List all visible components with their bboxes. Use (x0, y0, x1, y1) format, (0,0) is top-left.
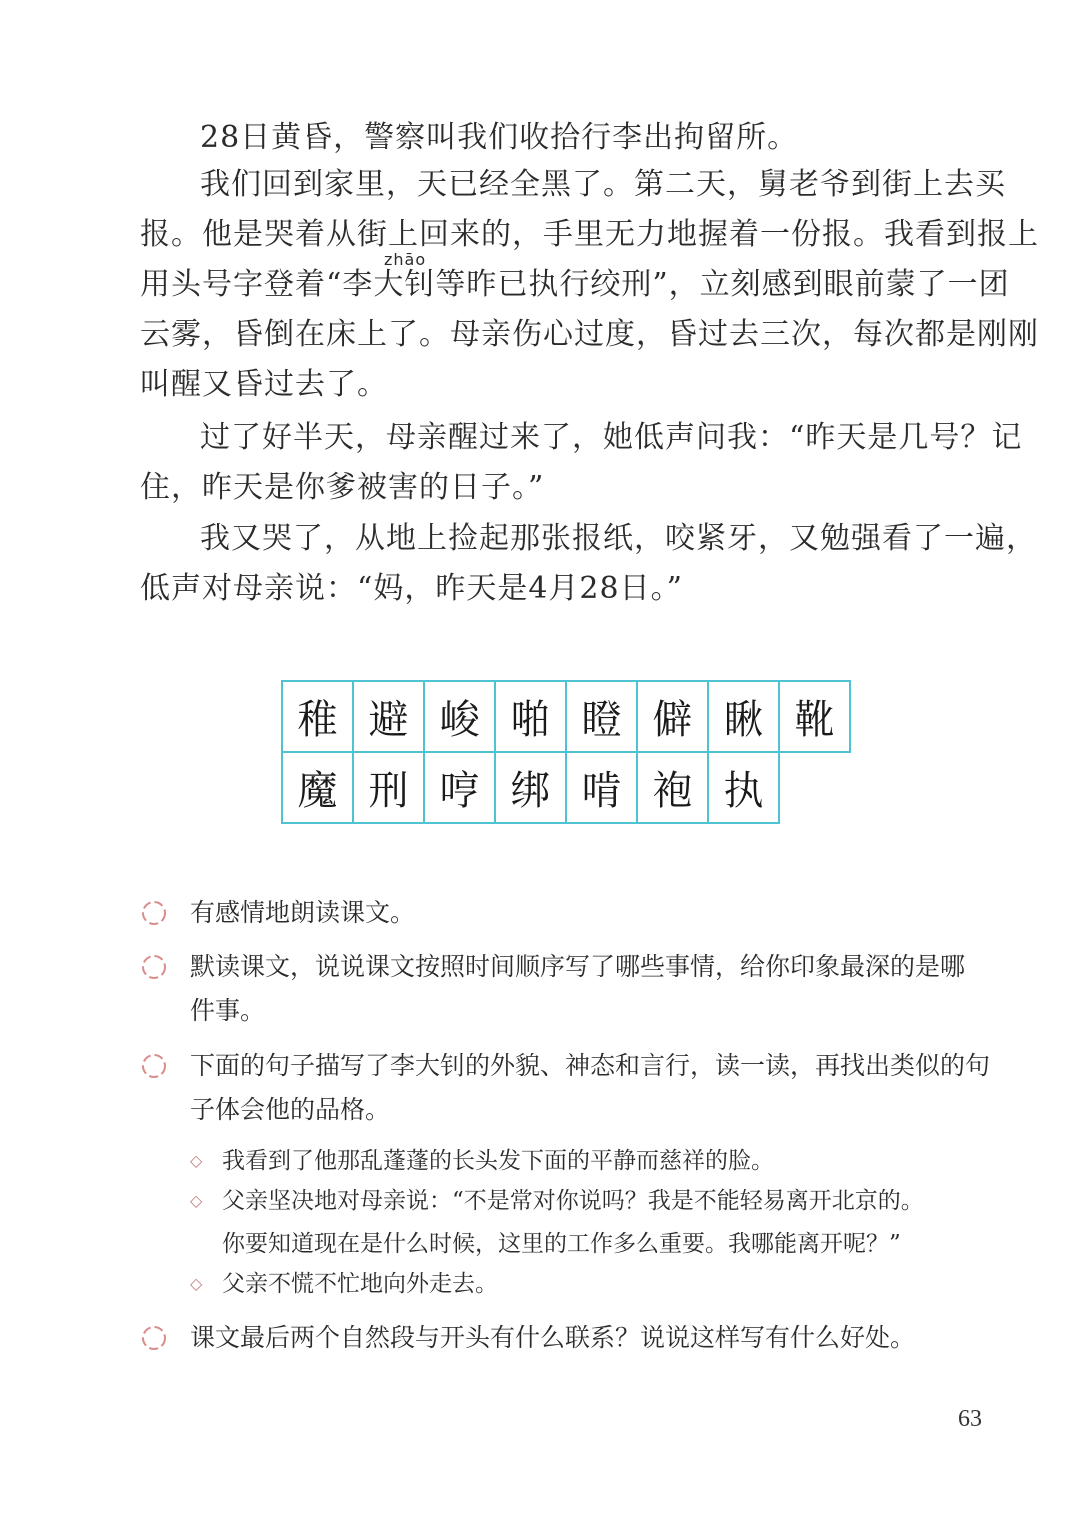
exercise-3 (190, 1044, 1000, 1132)
text-line: 叫醒又昏过去了。 (140, 367, 388, 402)
character-cell: 魔 (282, 752, 353, 823)
exercise-line: 课文最后两个自然段与开头有什么联系？说说这样写有什么好处。 (190, 1323, 916, 1352)
paragraph-3 (140, 413, 1023, 513)
dashed-circle-icon (140, 1324, 168, 1352)
dashed-circle-icon (140, 953, 168, 981)
exercise-line: 件事。 (190, 996, 266, 1025)
character-cell: 绑 (495, 752, 566, 823)
paragraph-1 (140, 113, 990, 163)
character-cell: 哼 (424, 752, 495, 823)
character-cell: 峻 (424, 681, 495, 752)
example-sentence-3 (190, 1264, 498, 1304)
pinyin-annotation: zhāo (384, 250, 427, 269)
text-line: 报。他是哭着从街上回来的，手里无力地握着一份报。我看到报上 (140, 217, 1039, 252)
exercise-line: 默读课文，说说课文按照时间顺序写了哪些事情，给你印象最深的是哪 (190, 952, 966, 981)
example-text: 我看到了他那乱蓬蓬的长头发下面的平静而慈祥的脸。 (222, 1148, 774, 1174)
example-sentence-2 (190, 1181, 924, 1221)
example-sentence-2-continued: 你要知道现在是什么时候，这里的工作多么重要。我哪能离开呢？” (222, 1231, 901, 1257)
example-text: 父亲不慌不忙地向外走去。 (222, 1271, 498, 1297)
grid-row-1 (282, 681, 850, 752)
character-cell: 瞪 (566, 681, 637, 752)
grid-row-2 (282, 752, 850, 823)
example-sentence-1 (190, 1141, 774, 1181)
text-line: 云雾，昏倒在床上了。母亲伤心过度，昏过去三次，每次都是刚刚 (140, 317, 1039, 352)
diamond-icon: ◇ (190, 1151, 203, 1170)
exercise-2 (190, 945, 1000, 1033)
exercise-4 (190, 1316, 1000, 1360)
character-cell: 啪 (495, 681, 566, 752)
text-line: 低声对母亲说：“妈，昨天是4月28日。” (140, 571, 683, 606)
text-line: 用头号字登着“李大钊等昨已执行绞刑”，立刻感到眼前蒙了一团 (140, 267, 1010, 302)
exercise-line: 有感情地朗读课文。 (190, 898, 416, 927)
text-line: 28日黄昏，警察叫我们收拾行李出拘留所。 (200, 120, 799, 155)
character-cell: 袍 (637, 752, 708, 823)
diamond-icon: ◇ (190, 1274, 203, 1293)
character-cell: 刑 (353, 752, 424, 823)
text-line: 我又哭了，从地上捡起那张报纸，咬紧牙，又勉强看了一遍， (200, 521, 1037, 556)
new-characters-grid (281, 680, 851, 824)
example-text: 父亲坚决地对母亲说：“不是常对你说吗？我是不能轻易离开北京的。 (222, 1188, 924, 1214)
character-cell: 僻 (637, 681, 708, 752)
exercise-line: 下面的句子描写了李大钊的外貌、神态和言行，读一读，再找出类似的句 (190, 1051, 991, 1080)
paragraph-2 (140, 160, 1039, 410)
character-cell: 啃 (566, 752, 637, 823)
empty-cell (779, 752, 850, 823)
character-cell: 执 (708, 752, 779, 823)
character-cell: 避 (353, 681, 424, 752)
dashed-circle-icon (140, 899, 168, 927)
paragraph-4 (140, 514, 1037, 614)
text-line: 过了好半天，母亲醒过来了，她低声问我：“昨天是几号？记 (200, 420, 1023, 455)
character-cell: 瞅 (708, 681, 779, 752)
page-number: 63 (958, 1406, 982, 1432)
dashed-circle-icon (140, 1052, 168, 1080)
exercise-line: 子体会他的品格。 (190, 1095, 391, 1124)
character-cell: 稚 (282, 681, 353, 752)
character-cell: 靴 (779, 681, 850, 752)
exercise-1 (190, 891, 1000, 935)
diamond-icon: ◇ (190, 1191, 203, 1210)
text-line: 住，昨天是你爹被害的日子。” (140, 470, 545, 505)
text-line: 我们回到家里，天已经全黑了。第二天，舅老爷到街上去买 (200, 167, 1006, 202)
